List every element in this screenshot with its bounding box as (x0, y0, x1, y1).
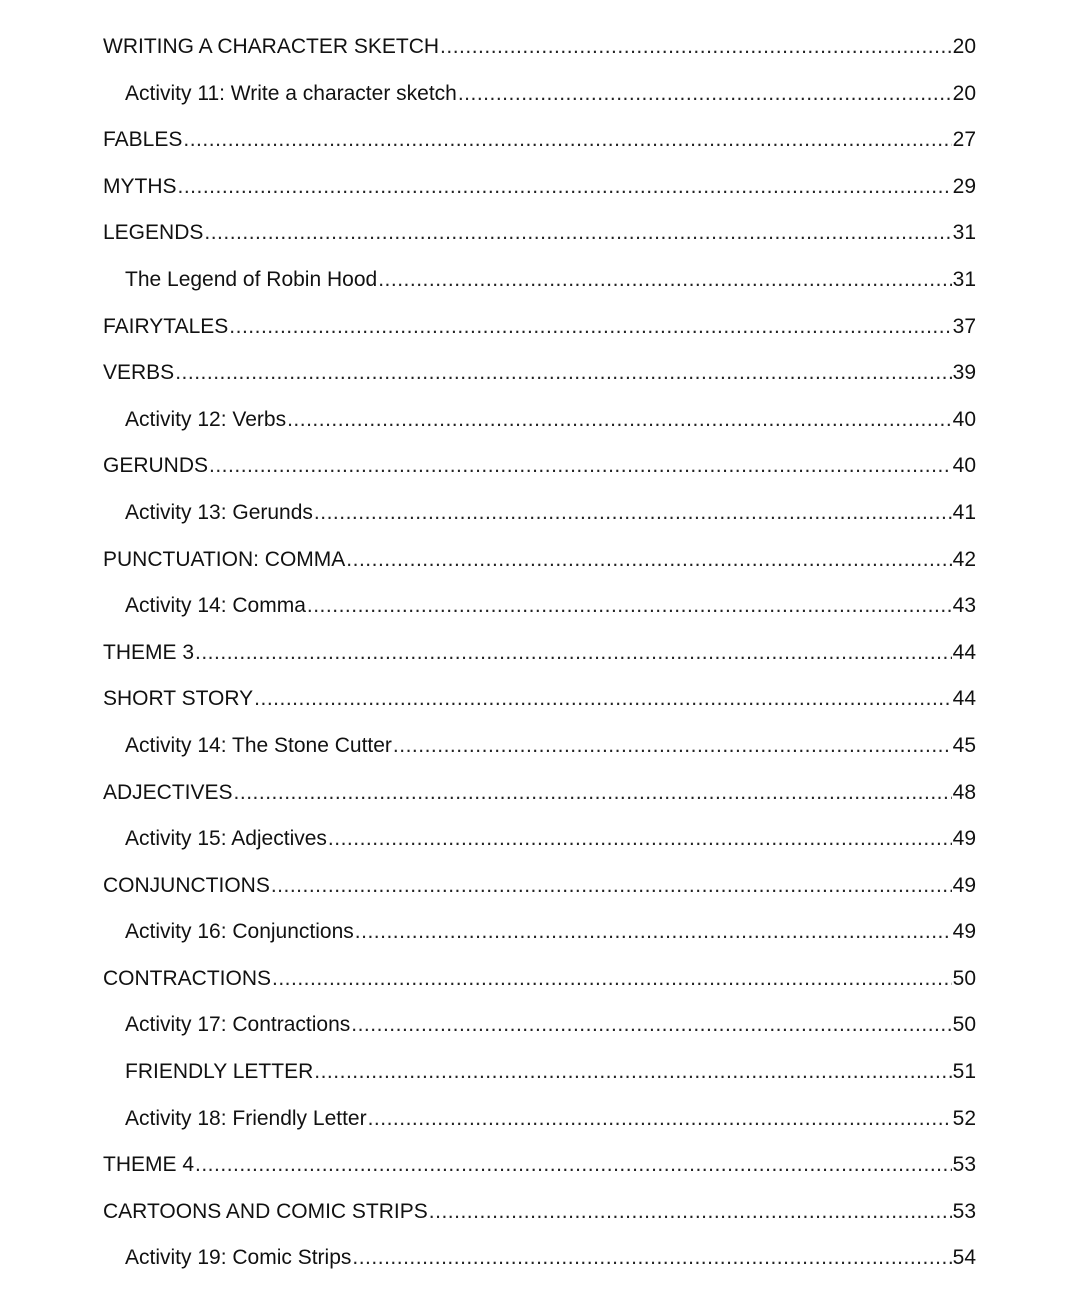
toc-entry-page-number: 41 (952, 500, 976, 524)
toc-entry-title: CARTOONS AND COMIC STRIPS (103, 1199, 428, 1223)
toc-entry[interactable] (103, 1102, 976, 1149)
toc-entry[interactable] (103, 543, 976, 590)
toc-entry-page-number: 48 (952, 780, 976, 804)
toc-dot-leader (355, 915, 952, 949)
toc-dot-leader (352, 1241, 951, 1275)
toc-dot-leader (368, 1102, 952, 1136)
toc-entry-page-number: 50 (952, 1013, 976, 1037)
toc-dot-leader (458, 77, 952, 111)
toc-entry-page-number: 52 (952, 1106, 976, 1130)
toc-dot-leader (328, 822, 952, 856)
toc-entry-page-number: 31 (952, 221, 976, 245)
toc-entry[interactable] (103, 822, 976, 869)
toc-entry[interactable] (103, 216, 976, 263)
toc-dot-leader (195, 1148, 952, 1182)
toc-entry-page-number: 49 (952, 873, 976, 897)
toc-entry[interactable] (103, 30, 976, 77)
toc-entry[interactable] (103, 1148, 976, 1195)
toc-entry-page-number: 45 (952, 733, 976, 757)
toc-entry-page-number: 20 (952, 81, 976, 105)
toc-dot-leader (440, 30, 952, 64)
toc-entry-title: LEGENDS (103, 221, 204, 245)
toc-dot-leader (346, 543, 951, 577)
toc-entry-page-number: 29 (952, 174, 976, 198)
toc-entry-page-number: 51 (952, 1060, 976, 1084)
toc-dot-leader (254, 682, 951, 716)
toc-dot-leader (393, 729, 952, 763)
toc-entry-page-number: 40 (952, 407, 976, 431)
toc-entry-title: Activity 17: Contractions (125, 1013, 351, 1037)
toc-entry[interactable] (103, 310, 976, 357)
toc-entry-title: The Legend of Robin Hood (125, 267, 378, 291)
toc-entry-title: THEME 3 (103, 640, 195, 664)
toc-entry-title: FRIENDLY LETTER (125, 1060, 314, 1084)
toc-dot-leader (272, 962, 952, 996)
toc-entry[interactable] (103, 496, 976, 543)
toc-entry-title: THEME 4 (103, 1153, 195, 1177)
toc-entry-title: Activity 16: Conjunctions (125, 920, 354, 944)
toc-entry[interactable] (103, 263, 976, 310)
toc-entry-title: VERBS (103, 361, 175, 385)
toc-entry-title: Activity 11: Write a character sketch (125, 81, 457, 105)
toc-entry-title: FABLES (103, 128, 183, 152)
toc-entry[interactable] (103, 776, 976, 823)
toc-entry-title: Activity 18: Friendly Letter (125, 1106, 367, 1130)
toc-dot-leader (183, 123, 951, 157)
toc-entry[interactable] (103, 869, 976, 916)
toc-dot-leader (175, 356, 951, 390)
toc-entry[interactable] (103, 77, 976, 124)
toc-entry[interactable] (103, 682, 976, 729)
table-of-contents (103, 30, 976, 1288)
toc-entry-title: SHORT STORY (103, 687, 254, 711)
toc-entry-page-number: 53 (952, 1199, 976, 1223)
toc-dot-leader (209, 449, 952, 483)
toc-entry[interactable] (103, 123, 976, 170)
toc-entry-page-number: 44 (952, 640, 976, 664)
toc-entry-page-number: 40 (952, 454, 976, 478)
toc-entry-title: PUNCTUATION: COMMA (103, 547, 346, 571)
toc-entry-title: Activity 12: Verbs (125, 407, 287, 431)
toc-dot-leader (271, 869, 952, 903)
toc-entry-page-number: 37 (952, 314, 976, 338)
toc-dot-leader (378, 263, 951, 297)
toc-dot-leader (229, 310, 951, 344)
toc-entry-title: WRITING A CHARACTER SKETCH (103, 35, 440, 58)
toc-entry-title: MYTHS (103, 174, 177, 198)
toc-entry-page-number: 44 (952, 687, 976, 711)
toc-entry-page-number: 43 (952, 594, 976, 618)
toc-dot-leader (195, 636, 952, 670)
toc-entry-page-number: 27 (952, 128, 976, 152)
toc-dot-leader (234, 776, 952, 810)
toc-entry-title: ADJECTIVES (103, 780, 233, 804)
toc-entry[interactable] (103, 915, 976, 962)
toc-entry-page-number: 39 (952, 361, 976, 385)
toc-entry-title: Activity 13: Gerunds (125, 500, 313, 524)
toc-dot-leader (314, 1055, 951, 1089)
toc-entry[interactable] (103, 589, 976, 636)
toc-entry[interactable] (103, 449, 976, 496)
toc-entry[interactable] (103, 636, 976, 683)
toc-dot-leader (351, 1008, 951, 1042)
toc-dot-leader (287, 403, 952, 437)
toc-entry-page-number: 53 (952, 1153, 976, 1177)
toc-entry-page-number: 31 (952, 267, 976, 291)
toc-entry-title: CONTRACTIONS (103, 966, 271, 990)
toc-entry-title: Activity 14: The Stone Cutter (125, 733, 392, 757)
toc-entry[interactable] (103, 729, 976, 776)
toc-entry[interactable] (103, 1055, 976, 1102)
toc-entry-page-number: 20 (952, 35, 976, 58)
toc-entry-title: CONJUNCTIONS (103, 873, 270, 897)
toc-entry[interactable] (103, 1008, 976, 1055)
toc-entry-page-number: 49 (952, 827, 976, 851)
toc-entry[interactable] (103, 962, 976, 1009)
toc-entry-title: GERUNDS (103, 454, 209, 478)
toc-dot-leader (429, 1195, 952, 1229)
toc-entry-title: Activity 19: Comic Strips (125, 1246, 352, 1270)
toc-entry-page-number: 50 (952, 966, 976, 990)
toc-entry[interactable] (103, 1195, 976, 1242)
toc-entry-title: FAIRYTALES (103, 314, 229, 338)
toc-dot-leader (314, 496, 952, 530)
toc-entry[interactable] (103, 1241, 976, 1288)
toc-entry-title: Activity 14: Comma (125, 594, 306, 618)
toc-entry[interactable] (103, 403, 976, 450)
toc-dot-leader (204, 216, 951, 250)
toc-dot-leader (178, 170, 952, 204)
toc-entry-page-number: 49 (952, 920, 976, 944)
toc-entry-page-number: 54 (952, 1246, 976, 1270)
toc-entry-page-number: 42 (952, 547, 976, 571)
toc-entry[interactable] (103, 170, 976, 217)
toc-entry-title: Activity 15: Adjectives (125, 827, 327, 851)
toc-entry[interactable] (103, 356, 976, 403)
toc-dot-leader (307, 589, 952, 623)
